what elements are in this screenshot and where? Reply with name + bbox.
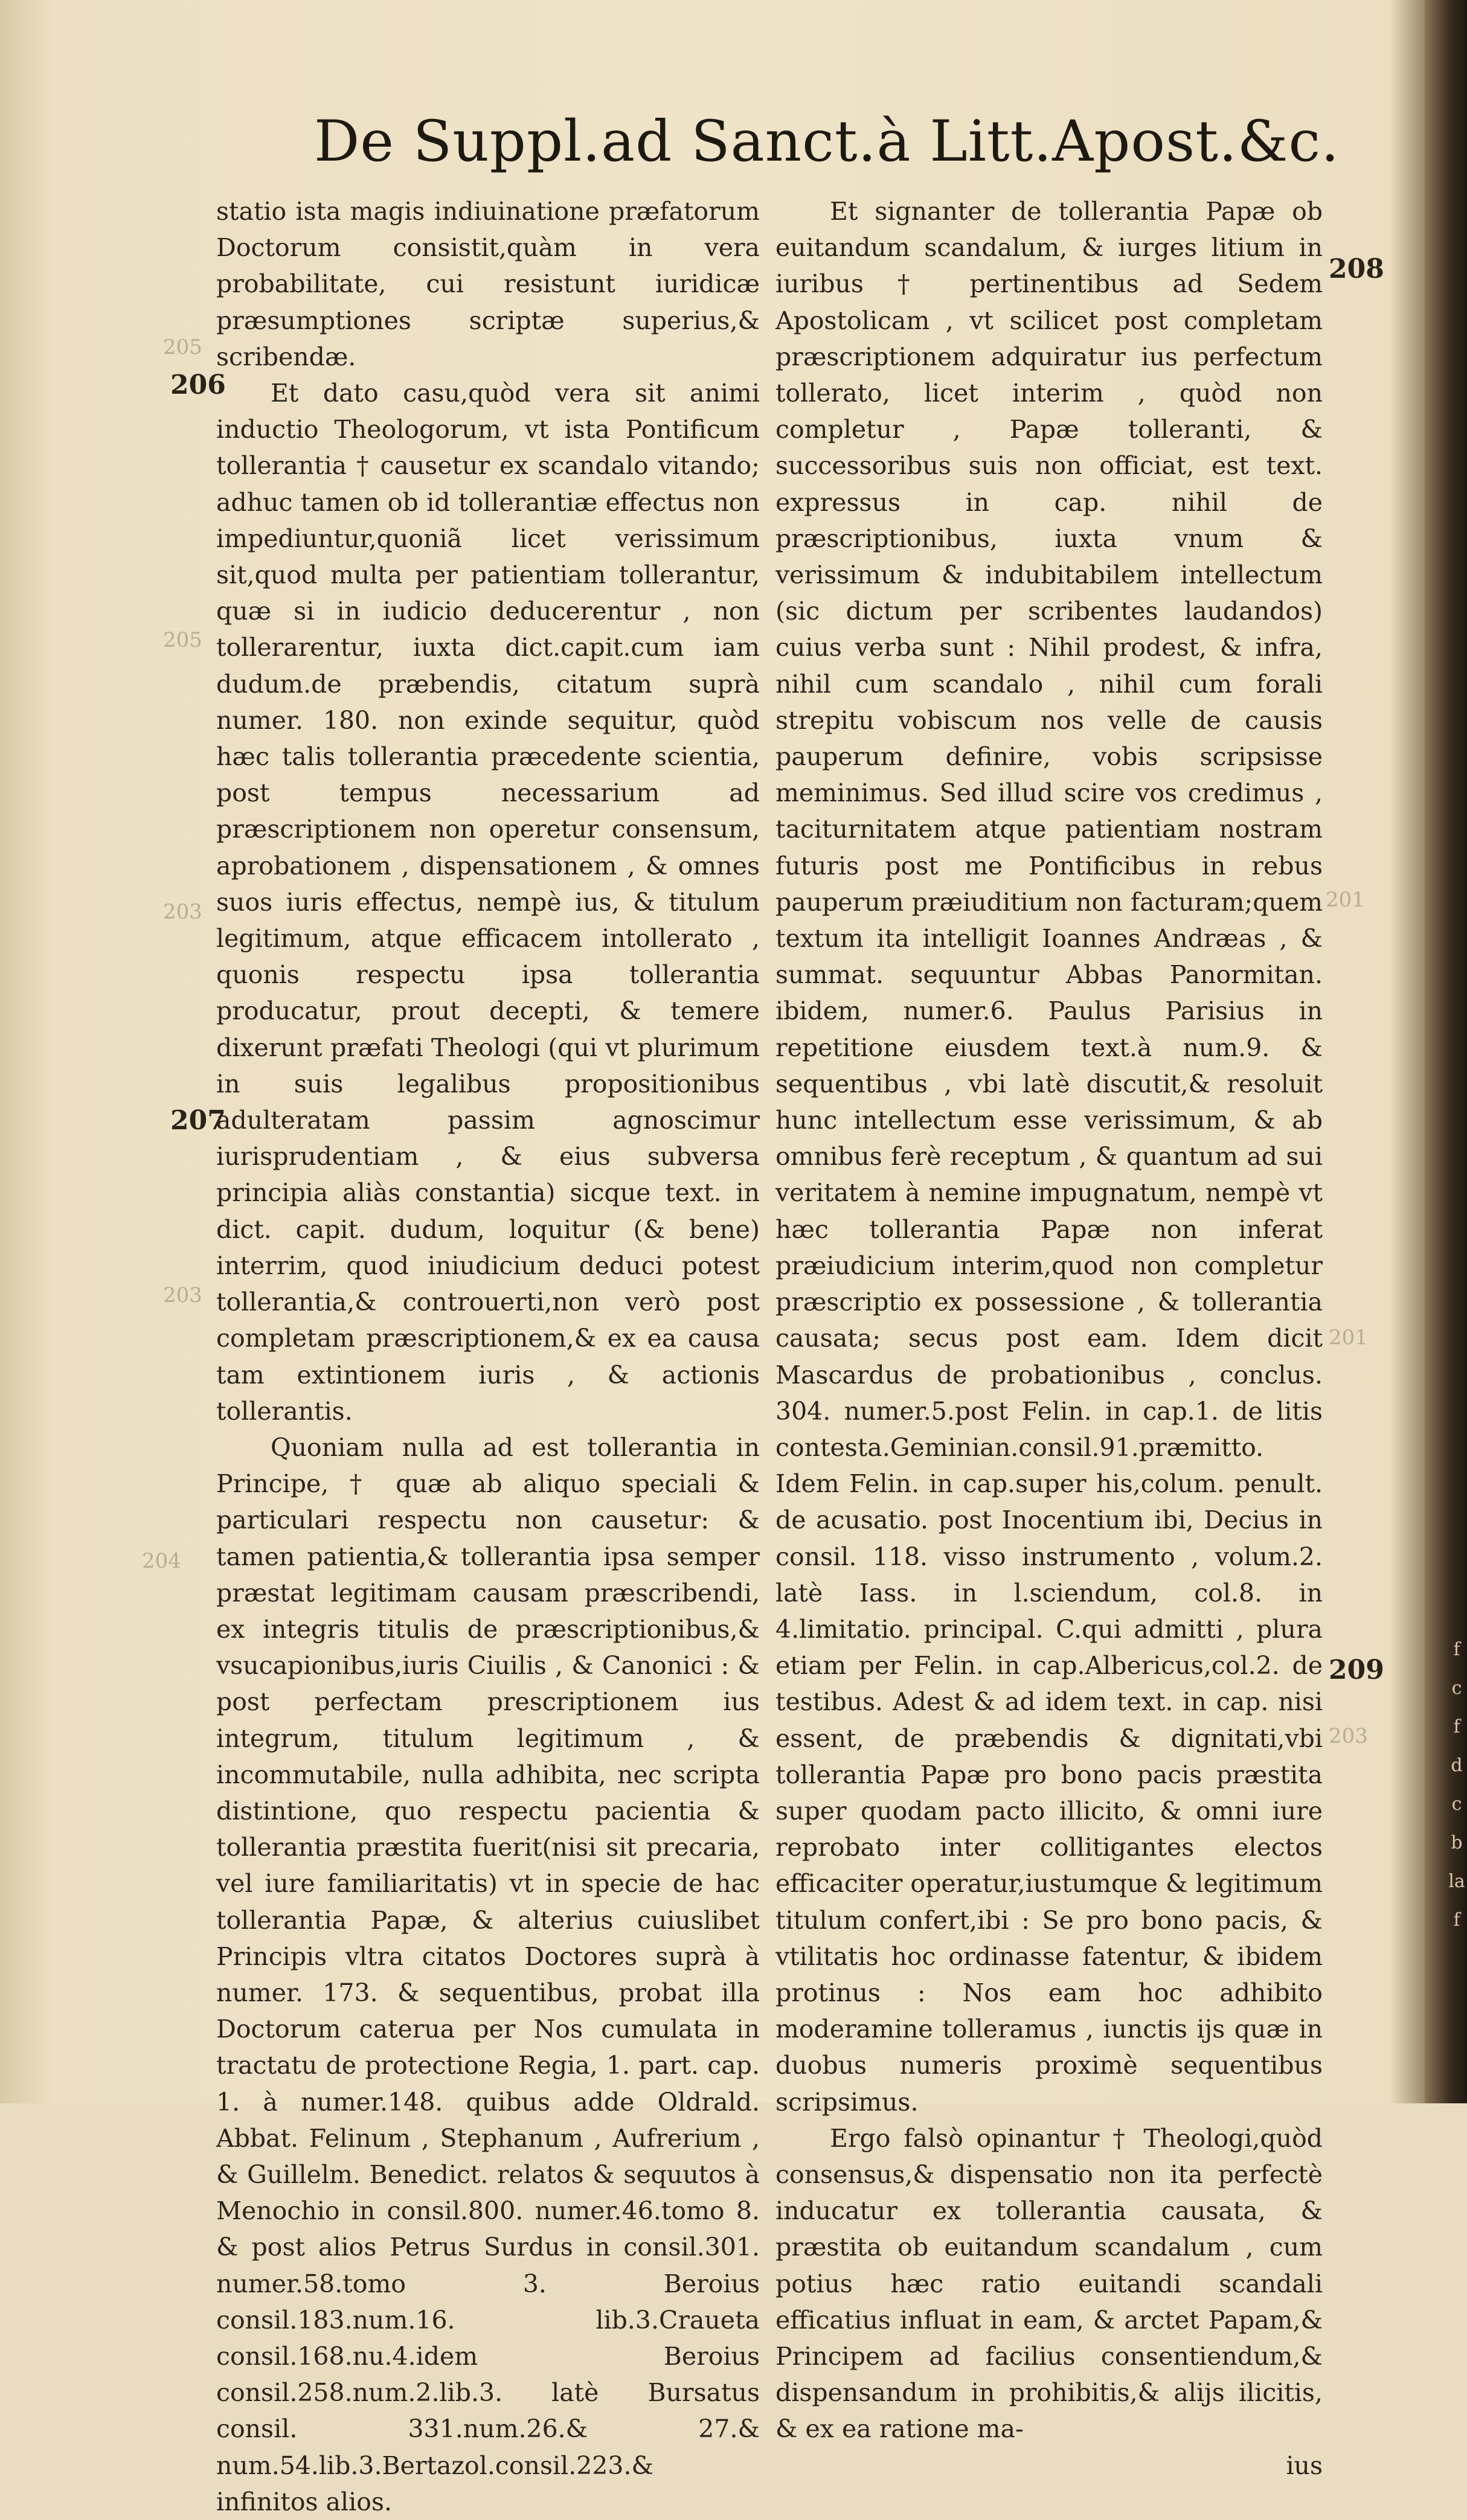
ghost-mark: 203 xyxy=(163,900,202,924)
edge-letter: f xyxy=(1453,1639,1460,1660)
ghost-mark: 205 xyxy=(163,628,202,652)
catchword: ius xyxy=(1286,2451,1323,2480)
margin-number: 208 xyxy=(1329,254,1384,284)
edge-letter: f xyxy=(1453,1716,1460,1737)
ghost-mark: 201 xyxy=(1326,888,1365,912)
right-column xyxy=(775,193,1323,2484)
ghost-mark: 205 xyxy=(163,335,202,359)
paragraph: Quoniam nulla ad est tollerantia in Principe, † quæ ab aliquo speciali & particulari respectu non causetur: & tamen patientia,& tollerantia ipsa semper præstat legitimam causam præscribendi, ex integris titulis de præscriptionibus,& vsucapionibus,iuris Ciuilis , & Canonici : & post perfectam prescriptionem ius integrum, titulum legitimum , & incommutabile, nulla adhibita, nec scripta distintione, quo respectu pacientia & tollerantia præstita fuerit(nisi sit precaria, vel iure familiaritatis) vt in specie de hac tollerantia Papæ, & alterius cuiuslibet Principis vltra citatos Doctores suprà à numer. 173. & sequentibus, probat illa Doctorum caterua per Nos cumulata in tractatu de protectione Regia, 1. part. cap. 1. à numer.148. quibus adde Oldrald. Abbat. Felinum , Stephanum , Aufrerium , & Guillelm. Benedict. relatos & sequutos à Menochio in consil.800. numer.46.tomo 8. & post alios Petrus Surdus in consil.301. numer.58.tomo 3. Beroius consil.183.num.16. lib.3.Craueta consil.168.nu.4.idem Beroius consil.258.num.2.lib.3. latè Bursatus consil. 331.num.26.& 27.& num.54.lib.3.Bertazol.consil.223.& infinitos alios. xyxy=(216,1432,760,2516)
left-column xyxy=(216,193,760,2520)
running-header: De Suppl.ad Sanct.à Litt.Apost.&c. xyxy=(314,109,1340,175)
margin-number: 207 xyxy=(170,1105,226,1136)
ghost-mark: 203 xyxy=(163,1283,202,1307)
edge-letter: f xyxy=(1453,1909,1460,1931)
paragraph: statio ista magis indiuinatione præfatorum Doctorum consistit,quàm in vera probabilitate, cui resistunt iuridicæ præsumptiones scriptæ superius,& scribendæ. xyxy=(216,197,760,371)
margin-number: 209 xyxy=(1329,1655,1384,1685)
edge-letter: la xyxy=(1448,1871,1465,1892)
paragraph: Ergo falsò opinantur † Theologi,quòd consensus,& dispensatio non ita perfectè inducatur ex tollerantia causata, & præstita ob euitandum scandalum , cum potius hæc ratio euitandi scandali efficatius influat in eam, & arctet Papam,& Principem ad facilius consentiendum,& dispensandum in prohibitis,& alijs ilicitis, & ex ea ratione ma- xyxy=(775,2123,1323,2444)
ghost-mark: 201 xyxy=(1329,1326,1368,1350)
edge-letter: c xyxy=(1451,1794,1462,1815)
edge-letter: c xyxy=(1451,1678,1462,1699)
edge-letter: b xyxy=(1451,1832,1463,1853)
facing-page-edge-text xyxy=(1448,1630,1465,1940)
ghost-mark: 203 xyxy=(1329,1724,1368,1748)
edge-letter: d xyxy=(1451,1755,1463,1776)
paragraph: Et signanter de tollerantia Papæ ob euitandum scandalum, & iurges litium in iuribus † pertinentibus ad Sedem Apostolicam , vt scilicet post completam præscriptionem adquiratur ius perfectum tollerato, licet interim , quòd non completur , Papæ tolleranti, & successoribus suis non officiat, est text. expressus in cap. nihil de præscriptionibus, iuxta vnum & verissimum & indubitabilem intellectum (sic dictum per scribentes laudandos) cuius verba sunt : Nihil prodest, & infra, nihil cum scandalo , nihil cum forali strepitu vobiscum nos velle de causis pauperum definire, vobis scripsisse meminimus. Sed illud scire vos credimus , taciturnitatem atque patientiam nostram futuris post me Pontificibus in rebus pauperum præiuditium non facturam;quem textum ita intelligit Ioannes Andræas , & summat. sequuntur Abbas Panormitan. ibidem, numer.6. Paulus Parisius in repetitione eiusdem text.à num.9. & sequentibus , vbi latè discutit,& resoluit hunc intellectum esse verissimum, & ab omnibus ferè receptum , & quantum ad sui veritatem à nemine impugnatum, nempè vt hæc tollerantia Papæ non inferat præiudicium interim,quod non completur præscriptio ex possessione , & tollerantia causata; secus post eam. Idem dicit Mascardus de probationibus , conclus. 304. numer.5.post Felin. in cap.1. de litis contesta.Geminian.consil.91.præmitto. Idem Felin. in cap.super his,colum. penult. de acusatio. post Inocentium ibi, Decius in consil. 118. visso instrumento , volum.2. latè Iass. in l.sciendum, col.8. in 4.limitatio. principal. C.qui admitti , plura etiam per Felin. in cap.Albericus,col.2. de testibus. Adest & ad idem text. in cap. nisi essent, de præbendis & dignitati,vbi tollerantia Papæ pro bono pacis præstita super quodam pacto illicito, & omni iure reprobato inter collitigantes electos efficaciter operatur,iustumque & legitimum titulum confert,ibi : Se pro bono pacis, & vtilitatis hoc ordinasse fatentur, & ibidem protinus : Nos eam hoc adhibito moderamine tolleramus , iunctis ijs quæ in duobus numeris proximè sequentibus scripsimus. xyxy=(775,197,1323,2117)
paragraph: Et dato casu,quòd vera sit animi inductio Theologorum, vt ista Pontificum tollerantia † causetur ex scandalo vitando; adhuc tamen ob id tollerantiæ effectus non impediuntur,quoniã licet verissimum sit,quod multa per patientiam tollerantur, quæ si in iudicio deducerentur , non tollerarentur, iuxta dict.capit.cum iam dudum.de præbendis, citatum suprà numer. 180. non exinde sequitur, quòd hæc talis tollerantia præcedente scientia, post tempus necessarium ad præscriptionem non operetur consensum, aprobationem , dispensationem , & omnes suos iuris effectus, nempè ius, & titulum legitimum, atque efficacem intollerato , quonis respectu ipsa tollerantia producatur, prout decepti, & temere dixerunt præfati Theologi (qui vt plurimum in suis legalibus propositionibus adulteratam passim agnoscimur iurisprudentiam , & eius subversa principia aliàs constantia) sicque text. in dict. capit. dudum, loquitur (& bene) interrim, quod iniudicium deduci potest tollerantia,& controuerti,non verò post completam præscriptionem,& ex ea causa tam extintionem iuris , & actionis tollerantis. xyxy=(216,379,760,1426)
margin-number: 206 xyxy=(170,370,226,400)
ghost-mark: 204 xyxy=(142,1549,181,1573)
